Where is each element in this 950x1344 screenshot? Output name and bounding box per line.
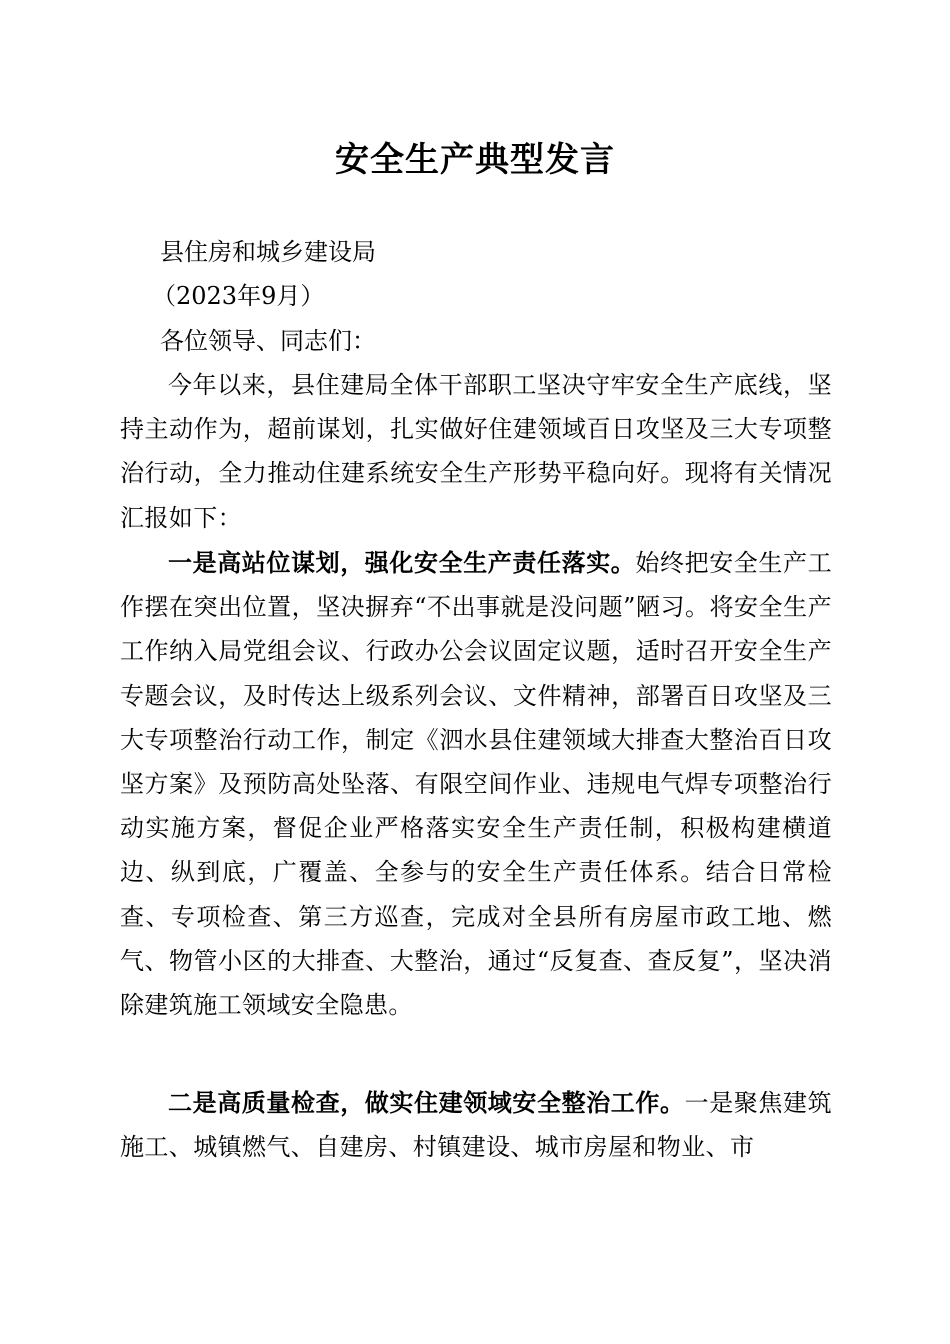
section-2-paragraph [120,1081,832,1169]
section-2-text: 一是聚焦建筑施工、城镇燃气、自建房、村镇建设、城市房屋和物业、市 [120,1089,832,1162]
section-1-heading: 一是高站位谋划，强化安全生产责任落实。 [168,548,636,577]
document-title: 安全生产典型发言 [335,140,615,180]
section-1-paragraph [120,541,832,1027]
document-date: （2023年9月） [152,282,325,310]
section-2-heading: 二是高质量检查，做实住建领域安全整治工作。 [168,1088,685,1117]
salutation: 各位领导、同志们： [160,327,376,355]
intro-paragraph: 今年以来，县住建局全体干部职工坚决守牢安全生产底线，坚持主动作为，超前谋划，扎实做好住建领域百日攻坚及三大专项整治行动，全力推动住建系统安全生产形势平稳向好。现将有关情况汇报如下： [120,371,832,532]
issuing-organization: 县住房和城乡建设局 [160,238,376,266]
section-1-text: 始终把安全生产工作摆在突出位置，坚决摒弃“不出事就是没问题”陋习。将安全生产工作纳入局党组会议、行政办公会议固定议题，适时召开安全生产专题会议，及时传达上级系列会议、文件精神，部署百日攻坚及三大专项整治行动工作，制定《泗水县住建领域大排查大整治百日攻坚方案》及预防高处坠落、有限空间作业、违规电气焊专项整治行动实施方案，督促企业严格落实安全生产责任制，积极构建横道边、纵到底，广覆盖、全参与的安全生产责任体系。结合日常检查、专项检查、第三方巡查，完成对全县所有房屋市政工地、燃气、物管小区的大排查、大整治，通过“反复查、查反复”，坚决消除建筑施工领域安全隐患。 [120,549,832,1020]
